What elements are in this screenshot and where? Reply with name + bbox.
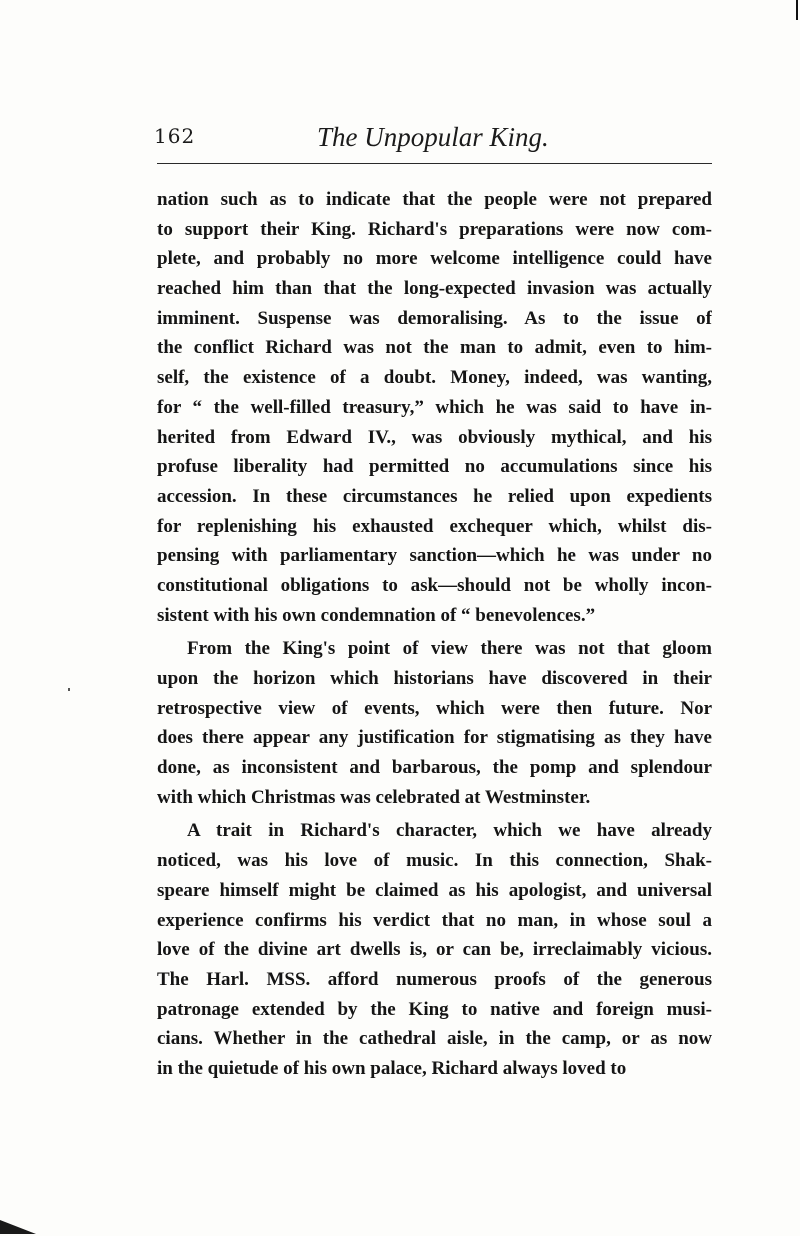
page-edge-mark xyxy=(796,0,798,20)
text-line: From the King's point of view there was not that gloom xyxy=(187,638,712,660)
running-title: The Unpopular King. xyxy=(317,122,549,152)
text-line: does there appear any justification for stigmatising as they have xyxy=(157,727,712,749)
text-line: self, the existence of a doubt. Money, indeed, was wanting, xyxy=(157,367,712,389)
text-line: constitutional obligations to ask—should not be wholly incon- xyxy=(157,574,712,596)
header-rule xyxy=(157,163,712,164)
text-line: the conflict Richard was not the man to admit, even to him- xyxy=(157,337,712,359)
page-header xyxy=(154,120,712,160)
text-line: A trait in Richard's character, which we have already xyxy=(187,820,712,842)
paragraph xyxy=(157,185,712,630)
text-line: patronage extended by the King to native and foreign musi- xyxy=(157,998,712,1020)
text-line: with which Christmas was celebrated at Westminster. xyxy=(157,786,591,808)
text-line: sistent with his own condemnation of “ benevolences.” xyxy=(157,604,596,626)
text-line: plete, and probably no more welcome intelligence could have xyxy=(157,248,712,270)
text-line: in the quietude of his own palace, Richard always loved to xyxy=(157,1057,627,1079)
text-line: speare himself might be claimed as his apologist, and universal xyxy=(157,879,712,901)
text-line: retrospective view of events, which were then future. Nor xyxy=(157,697,712,719)
text-line: accession. In these circumstances he relied upon expedients xyxy=(157,485,712,507)
page-number: 162 xyxy=(154,124,196,148)
text-line: reached him than that the long-expected invasion was actually xyxy=(157,278,712,300)
paragraph xyxy=(157,816,712,1083)
text-line: to support their King. Richard's preparations were now com- xyxy=(157,218,712,240)
text-line: The Harl. MSS. afford numerous proofs of the generous xyxy=(157,968,712,990)
text-line: experience confirms his verdict that no man, in whose soul a xyxy=(157,909,712,931)
text-line: cians. Whether in the cathedral aisle, in the camp, or as now xyxy=(157,1028,712,1050)
text-line: upon the horizon which historians have discovered in their xyxy=(157,668,712,689)
text-line: done, as inconsistent and barbarous, the pomp and splendour xyxy=(157,757,712,779)
text-line: nation such as to indicate that the people were not prepared xyxy=(157,189,712,210)
text-line: noticed, was his love of music. In this connection, Shak- xyxy=(157,850,712,872)
text-line: for “ the well-filled treasury,” which he was said to have in- xyxy=(157,396,712,418)
paragraph xyxy=(157,634,712,812)
text-line: for replenishing his exhausted exchequer which, whilst dis- xyxy=(157,515,712,537)
corner-mark xyxy=(0,1220,36,1234)
text-line: imminent. Suspense was demoralising. As to the issue of xyxy=(157,307,712,329)
text-line: pensing with parliamentary sanction—which he was under no xyxy=(157,545,712,567)
text-line: herited from Edward IV., was obviously mythical, and his xyxy=(157,426,712,448)
text-line: love of the divine art dwells is, or can be, irreclaimably vicious. xyxy=(157,939,712,961)
body-text xyxy=(157,185,712,1084)
margin-speck xyxy=(68,688,70,691)
text-line: profuse liberality had permitted no accumulations since his xyxy=(157,456,712,478)
